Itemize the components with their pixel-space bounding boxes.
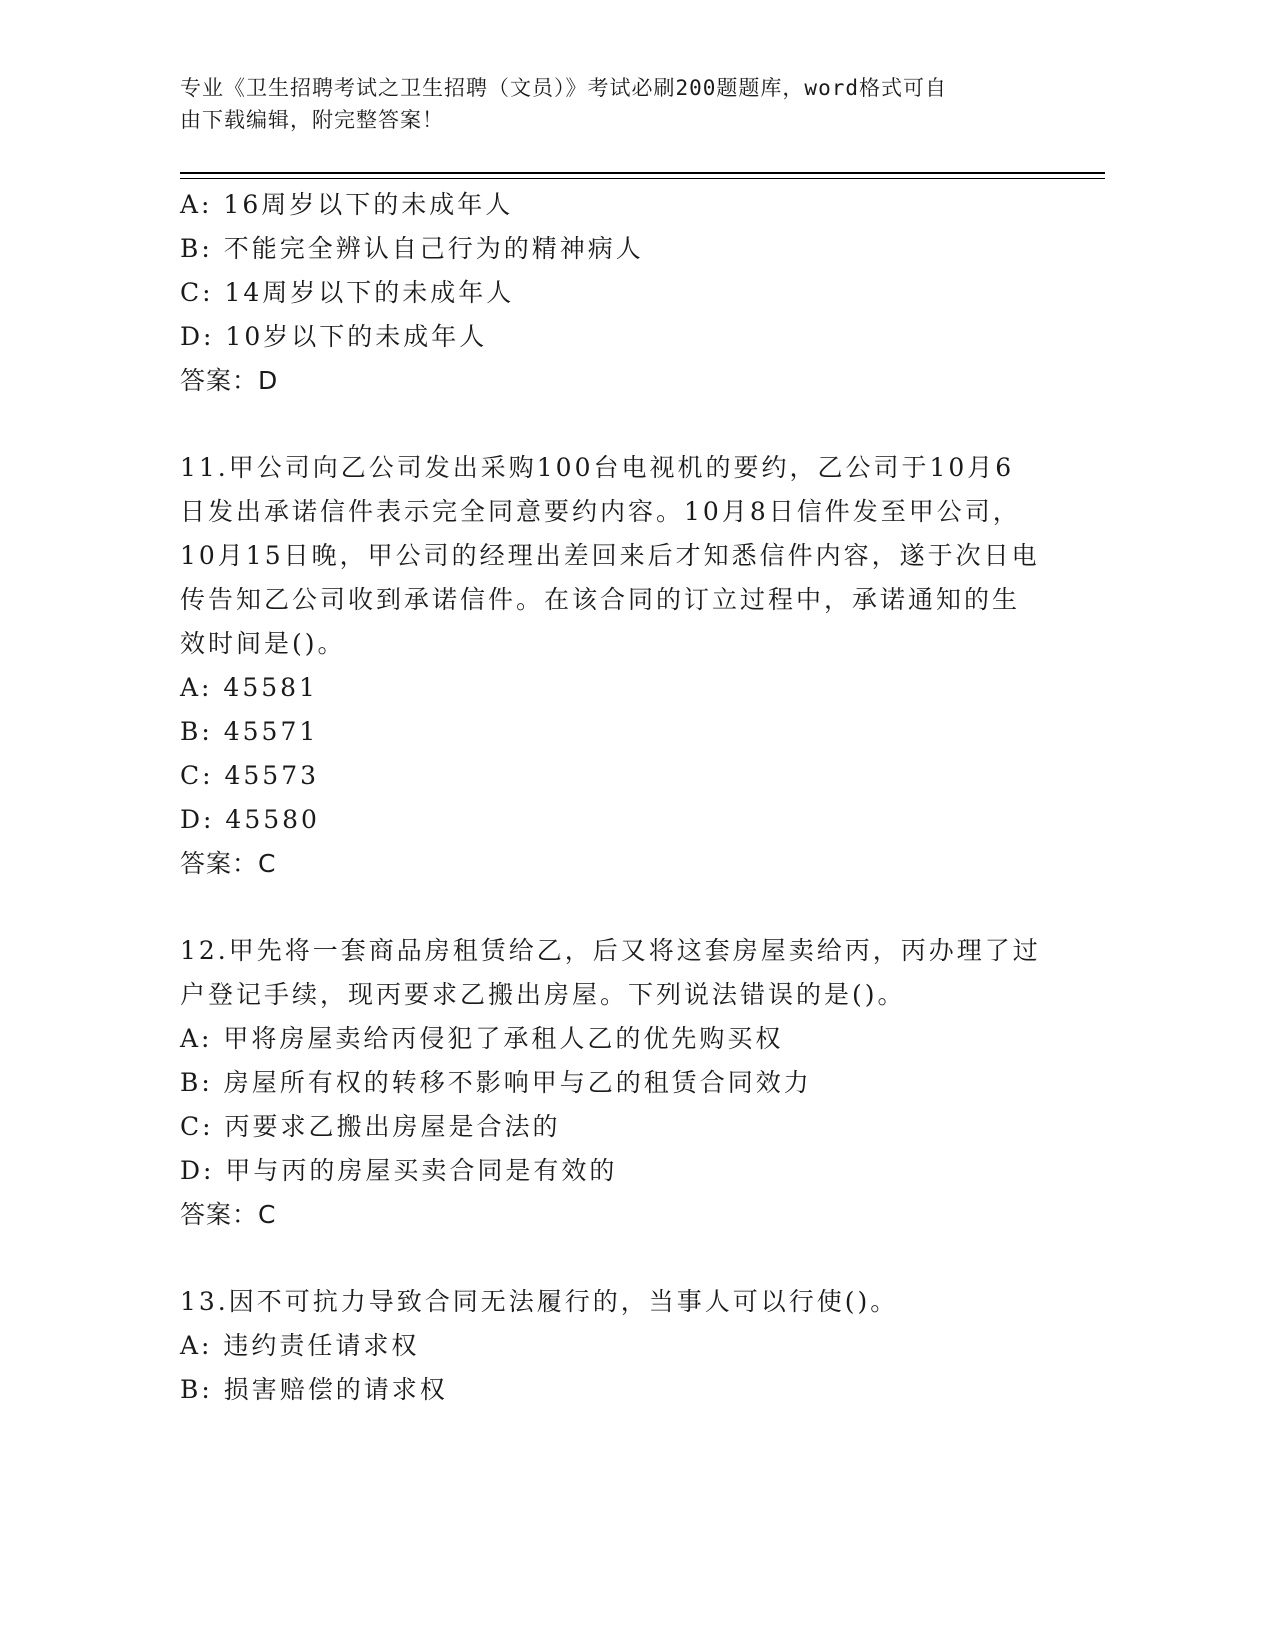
header-line-2: 由下载编辑，附完整答案！ bbox=[180, 108, 444, 132]
answer: 答案：C bbox=[180, 849, 277, 878]
option-d: D: 10岁以下的未成年人 bbox=[180, 322, 488, 351]
option-a: A: 16周岁以下的未成年人 bbox=[180, 190, 514, 219]
question-stem-line: 传告知乙公司收到承诺信件。在该合同的订立过程中，承诺通知的生 bbox=[180, 585, 1021, 614]
question-stem-line: 11.甲公司向乙公司发出采购100台电视机的要约，乙公司于10月6 bbox=[180, 453, 1015, 482]
document-header bbox=[180, 72, 1040, 136]
question-10 bbox=[180, 183, 1070, 403]
question-stem-line: 12.甲先将一套商品房租赁给乙，后又将这套房屋卖给丙，丙办理了过 bbox=[180, 936, 1041, 965]
option-c: C: 丙要求乙搬出房屋是合法的 bbox=[180, 1112, 561, 1141]
option-b: B: 房屋所有权的转移不影响甲与乙的租赁合同效力 bbox=[180, 1068, 812, 1097]
option-b: B: 45571 bbox=[180, 717, 319, 746]
question-stem-line: 10月15日晚，甲公司的经理出差回来后才知悉信件内容，遂于次日电 bbox=[180, 541, 1040, 570]
question-stem-line: 效时间是()。 bbox=[180, 629, 346, 658]
header-rule-thick bbox=[180, 172, 1105, 174]
question-13 bbox=[180, 1280, 1070, 1412]
option-a: A: 违约责任请求权 bbox=[180, 1331, 420, 1360]
header-line-1: 专业《卫生招聘考试之卫生招聘（文员）》考试必刷200题题库，word格式可自 bbox=[180, 76, 947, 100]
option-d: D: 甲与丙的房屋买卖合同是有效的 bbox=[180, 1156, 618, 1185]
answer: 答案：D bbox=[180, 366, 279, 395]
answer: 答案：C bbox=[180, 1200, 277, 1229]
option-a: A: 甲将房屋卖给丙侵犯了承租人乙的优先购买权 bbox=[180, 1024, 784, 1053]
question-stem-line: 户登记手续，现丙要求乙搬出房屋。下列说法错误的是()。 bbox=[180, 980, 906, 1009]
option-b: B: 损害赔偿的请求权 bbox=[180, 1375, 448, 1404]
header-rule-thin bbox=[180, 178, 1105, 179]
question-list bbox=[180, 183, 1070, 1412]
option-c: C: 14周岁以下的未成年人 bbox=[180, 278, 515, 307]
question-11 bbox=[180, 446, 1070, 886]
option-d: D: 45580 bbox=[180, 805, 320, 834]
option-c: C: 45573 bbox=[180, 761, 320, 790]
option-b: B: 不能完全辨认自己行为的精神病人 bbox=[180, 234, 644, 263]
question-12 bbox=[180, 929, 1070, 1237]
option-a: A: 45581 bbox=[180, 673, 318, 702]
question-stem-line: 13.因不可抗力导致合同无法履行的，当事人可以行使()。 bbox=[180, 1287, 899, 1316]
question-stem-line: 日发出承诺信件表示完全同意要约内容。10月8日信件发至甲公司， bbox=[180, 497, 1021, 526]
